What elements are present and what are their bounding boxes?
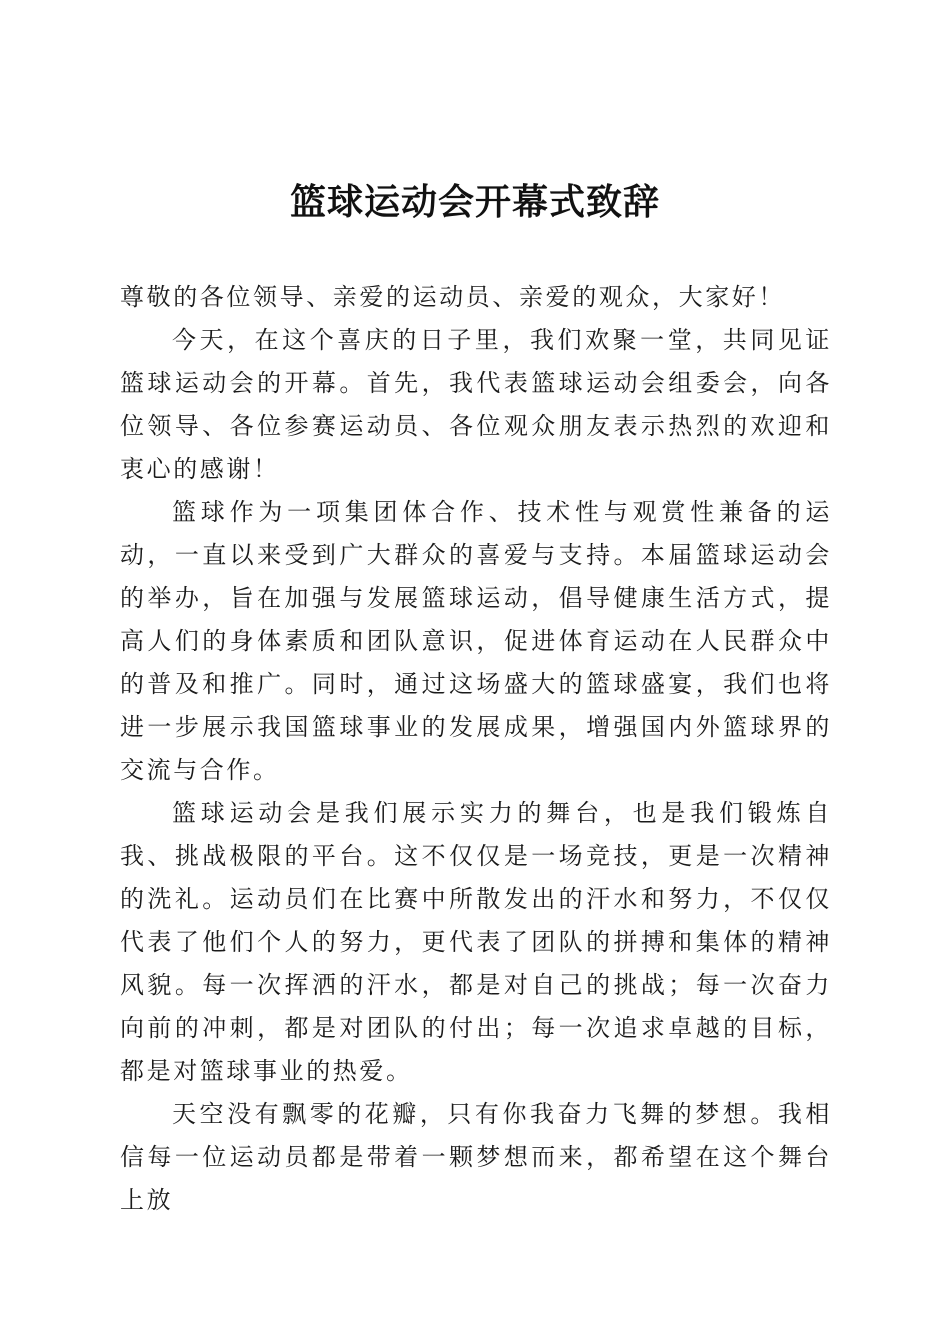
paragraph-dream: 天空没有飘零的花瓣，只有你我奋力飞舞的梦想。我相信每一位运动员都是带着一颗梦想而来，都希望在这个舞台上放 bbox=[120, 1100, 832, 1214]
paragraph-basketball: 篮球作为一项集团体合作、技术性与观赏性兼备的运动，一直以来受到广大群众的喜爱与支持。本届篮球运动会的举办，旨在加强与发展篮球运动，倡导健康生活方式，提高人们的身体素质和团队意识，促进体育运动在人民群众中的普及和推广。同时，通过这场盛大的篮球盛宴，我们也将进一步展示我国篮球事业的发展成果，增强国内外篮球界的交流与合作。 bbox=[120, 498, 832, 784]
greeting-line: 尊敬的各位领导、亲爱的运动员、亲爱的观众，大家好！ bbox=[120, 283, 785, 311]
paragraph-opening: 今天，在这个喜庆的日子里，我们欢聚一堂，共同见证篮球运动会的开幕。首先，我代表篮球运动会组委会，向各位领导、各位参赛运动员、各位观众朋友表示热烈的欢迎和衷心的感谢！ bbox=[120, 326, 832, 483]
document-body bbox=[120, 276, 832, 1222]
paragraph-stage: 篮球运动会是我们展示实力的舞台，也是我们锻炼自我、挑战极限的平台。这不仅仅是一场竞技，更是一次精神的洗礼。运动员们在比赛中所散发出的汗水和努力，不仅仅代表了他们个人的努力，更代表了团队的拼搏和集体的精神风貌。每一次挥洒的汗水，都是对自己的挑战；每一次奋力向前的冲刺，都是对团队的付出；每一次追求卓越的目标，都是对篮球事业的热爱。 bbox=[120, 799, 832, 1085]
document-title: 篮球运动会开幕式致辞 bbox=[289, 181, 660, 223]
